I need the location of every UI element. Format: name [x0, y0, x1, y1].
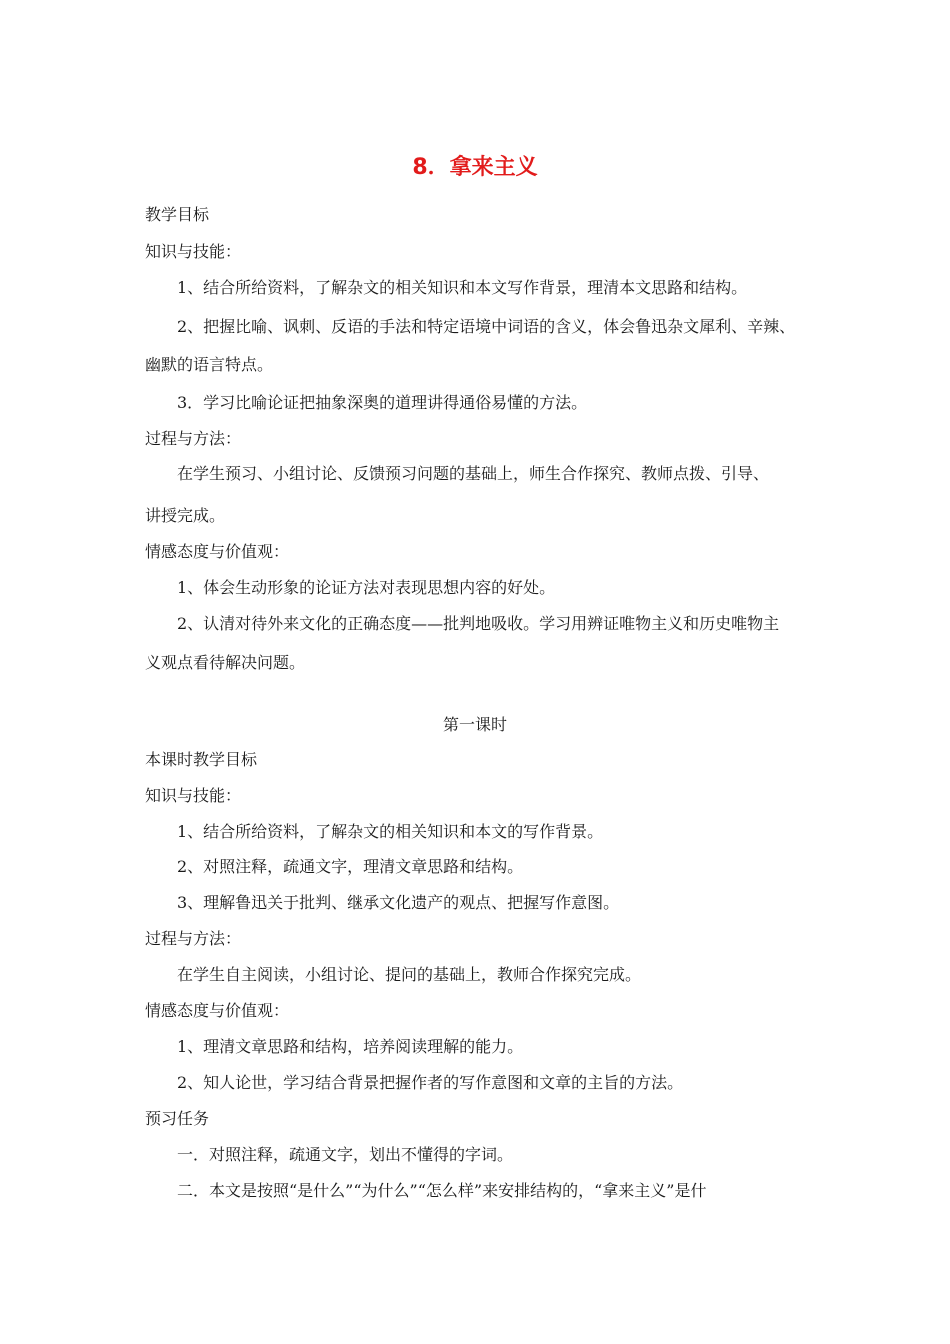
paragraph-line: 一．对照注释，疏通文字，划出不懂得的字词。	[177, 1145, 514, 1164]
paragraph-line: 义观点看待解决问题。	[145, 653, 306, 672]
paragraph-line: 2、对照注释，疏通文字，理清文章思路和结构。	[177, 857, 524, 876]
subheading-knowledge-skills: 知识与技能：	[145, 786, 242, 805]
paragraph-line: 2、把握比喻、讽刺、反语的手法和特定语境中词语的含义，体会鲁迅杂文犀利、辛辣、	[177, 317, 796, 336]
subheading-process-methods: 过程与方法：	[145, 429, 242, 448]
paragraph-line: 1、结合所给资料，了解杂文的相关知识和本文写作背景，理清本文思路和结构。	[177, 278, 748, 297]
paragraph-line: 幽默的语言特点。	[145, 355, 274, 374]
paragraph-line: 3、理解鲁迅关于批判、继承文化遗产的观点、把握写作意图。	[177, 893, 620, 912]
paragraph-line: 1、理清文章思路和结构，培养阅读理解的能力。	[177, 1037, 524, 1056]
paragraph-line: 1、结合所给资料，了解杂文的相关知识和本文的写作背景。	[177, 822, 604, 841]
paragraph-line: 2、认清对待外来文化的正确态度——批判地吸收。学习用辨证唯物主义和历史唯物主	[177, 614, 780, 633]
paragraph-line: 2、知人论世，学习结合背景把握作者的写作意图和文章的主旨的方法。	[177, 1073, 684, 1092]
subheading-attitude-values: 情感态度与价值观：	[145, 542, 290, 561]
document-title: 8．拿来主义	[412, 155, 538, 180]
paragraph-line: 在学生预习、小组讨论、反馈预习问题的基础上，师生合作探究、教师点拨、引导、	[177, 464, 770, 483]
paragraph-line: 二．本文是按照“是什么”“为什么”“怎么样”来安排结构的，“拿来主义”是什	[177, 1181, 707, 1200]
paragraph-line: 在学生自主阅读，小组讨论、提问的基础上，教师合作探究完成。	[177, 965, 642, 984]
subheading-knowledge-skills: 知识与技能：	[145, 242, 242, 261]
heading-teaching-goals: 教学目标	[145, 205, 210, 224]
paragraph-line: 1、体会生动形象的论证方法对表现思想内容的好处。	[177, 578, 556, 597]
section-heading-first-lesson: 第一课时	[442, 715, 507, 734]
paragraph-line: 3．学习比喻论证把抽象深奥的道理讲得通俗易懂的方法。	[177, 393, 588, 412]
heading-preview-tasks: 预习任务	[145, 1109, 210, 1128]
heading-lesson-goals: 本课时教学目标	[145, 750, 258, 769]
paragraph-line: 讲授完成。	[145, 506, 226, 525]
subheading-process-methods: 过程与方法：	[145, 929, 242, 948]
subheading-attitude-values: 情感态度与价值观：	[145, 1001, 290, 1020]
